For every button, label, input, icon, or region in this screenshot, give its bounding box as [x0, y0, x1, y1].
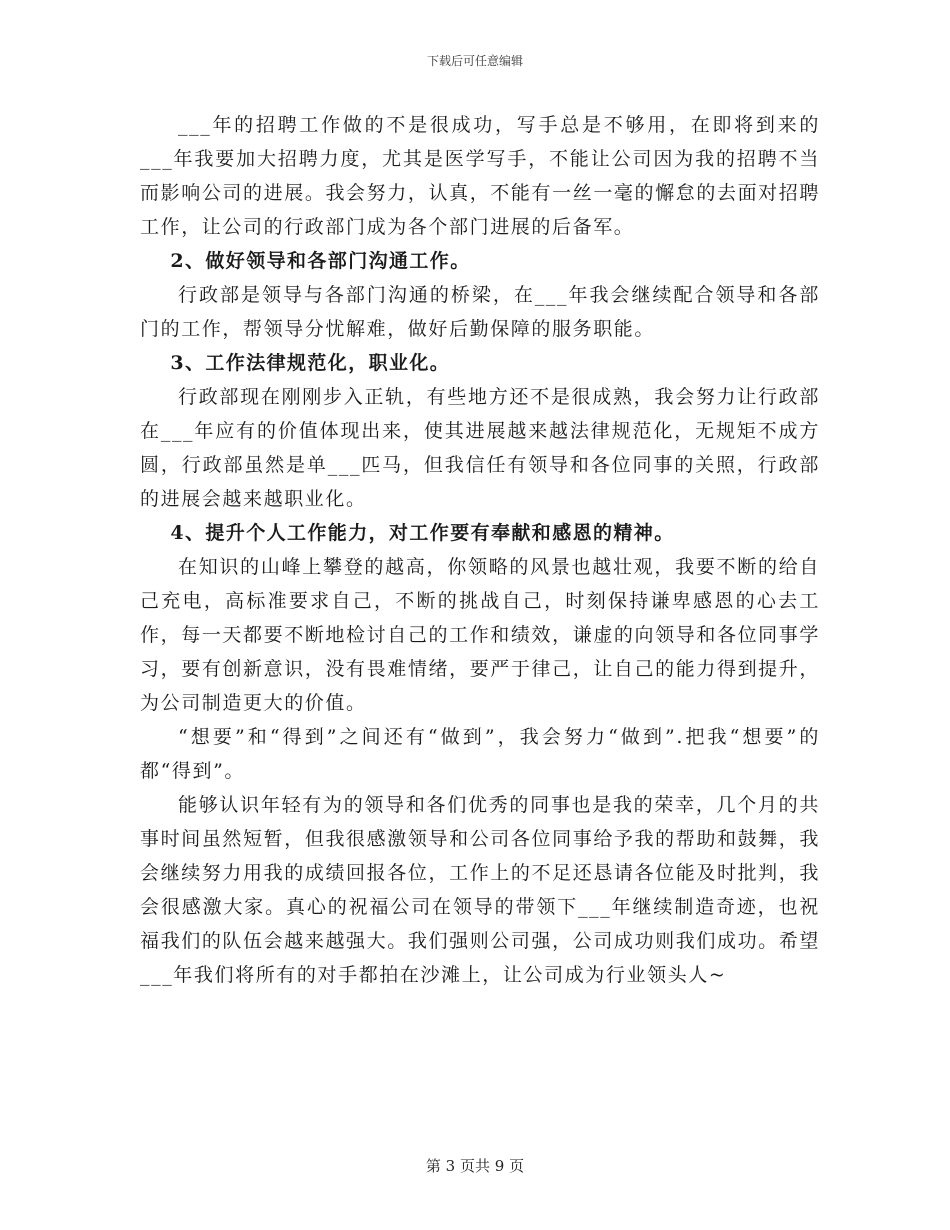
- heading-personal-ability: 4、提升个人工作能力，对工作要有奉献和感恩的精神。: [170, 522, 675, 544]
- paragraph-closing: 能够认识年轻有为的领导和各们优秀的同事也是我的荣幸，几个月的共事时间虽然短暂，但我很感激领导和公司各位同事给予我的帮助和鼓舞，我会继续努力用我的成绩回报各位，工作上的不足还恳请各位能及时批判，我会很感激大家。真心的祝福公司在领导的带领下___年继续制造奇迹，也祝福我们的队伍会越来越强大。我们强则公司强，公司成功则我们成功。希望___年我们将所有的对手都拍在沙滩上，让公司成为行业领头人~: [140, 794, 820, 986]
- page-number: 第 3 页共 9 页: [425, 1157, 525, 1175]
- heading-communication: 2、做好领导和各部门沟通工作。: [170, 250, 471, 272]
- paragraph-personal-ability: 在知识的山峰上攀登的越高，你领略的风景也越壮观，我要不断的给自己充电，高标准要求自己，不断的挑战自己，时刻保持谦卑感恩的心去工作，每一天都要不断地检讨自己的工作和绩效，谦虚的向领导和各位同事学习，要有创新意识，没有畏难情绪，要严于律己，让自己的能力得到提升，为公司制造更大的价值。: [140, 556, 820, 714]
- page-header: 下载后可任意编辑: [426, 54, 523, 68]
- document-body: [140, 108, 820, 992]
- heading-standardization: 3、工作法律规范化，职业化。: [170, 352, 451, 374]
- paragraph-communication: 行政部是领导与各部门沟通的桥梁，在___年我会继续配合领导和各部门的工作，帮领导分忧解难，做好后勤保障的服务职能。: [140, 284, 820, 340]
- paragraph-want-get: “想要”和“得到”之间还有“做到”，我会努力“做到”.把我“想要”的都“得到”。: [140, 726, 820, 782]
- paragraph-recruitment: ___年的招聘工作做的不是很成功，写手总是不够用，在即将到来的___年我要加大招聘力度，尤其是医学写手，不能让公司因为我的招聘不当而影响公司的进展。我会努力，认真，不能有一丝一毫的懈怠的去面对招聘工作，让公司的行政部门成为各个部门进展的后备军。: [140, 114, 820, 238]
- paragraph-standardization: 行政部现在刚刚步入正轨，有些地方还不是很成熟，我会努力让行政部在___年应有的价值体现出来，使其进展越来越法律规范化，无规矩不成方圆，行政部虽然是单___匹马，但我信任有领导和各位同事的关照，行政部的进展会越来越职业化。: [140, 386, 820, 510]
